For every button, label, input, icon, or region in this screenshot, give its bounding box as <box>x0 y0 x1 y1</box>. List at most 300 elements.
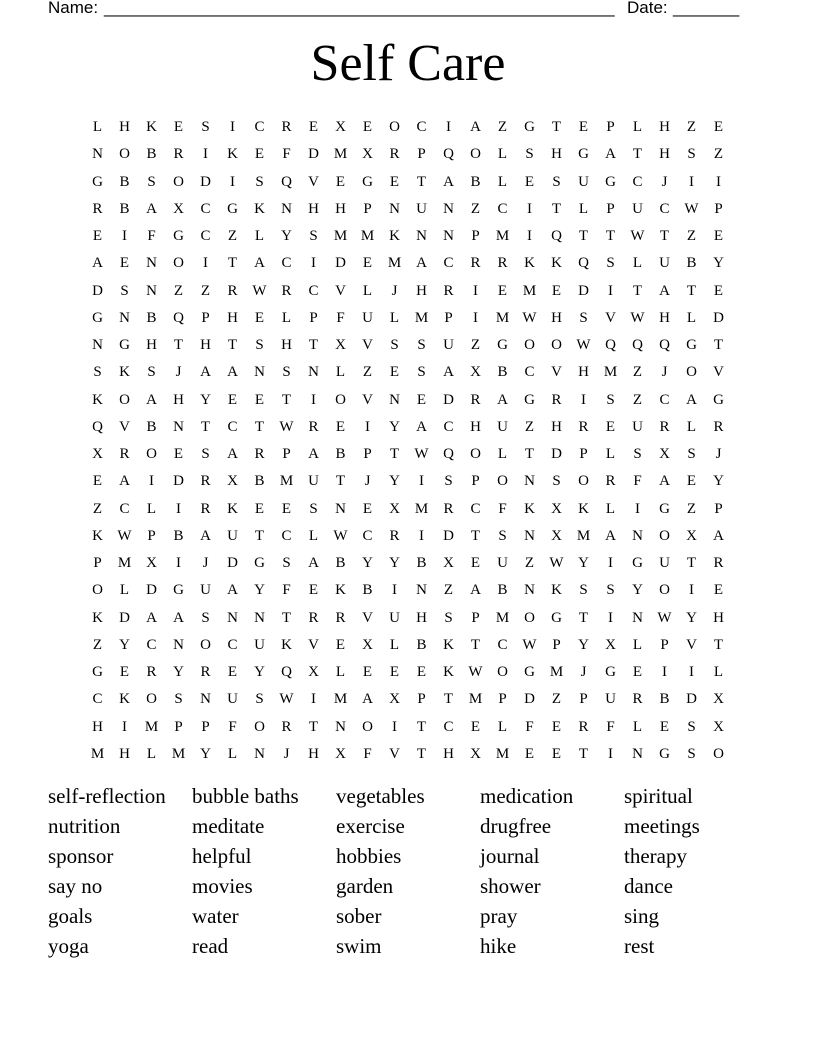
grid-letter: H <box>308 200 319 217</box>
grid-letter: F <box>147 228 156 245</box>
grid-letter: I <box>122 228 127 245</box>
grid-letter: S <box>147 364 156 381</box>
grid-letter: G <box>578 146 589 163</box>
grid-letter: H <box>308 745 319 762</box>
grid-letter: I <box>176 555 181 572</box>
grid-letter: P <box>444 309 453 326</box>
grid-letter: R <box>200 473 211 490</box>
grid-letter: Y <box>362 555 373 572</box>
grid-letter: Q <box>281 173 292 190</box>
grid-letter: T <box>605 228 616 245</box>
grid-letter: Z <box>551 691 562 708</box>
grid-letter: T <box>632 146 643 163</box>
grid-letter: C <box>200 228 211 245</box>
grid-letter: C <box>227 418 238 435</box>
grid-letter: Y <box>713 473 724 490</box>
grid-letter: A <box>362 691 373 708</box>
grid-letter: T <box>470 636 481 653</box>
grid-letter: C <box>659 200 670 217</box>
grid-letter: Y <box>200 391 211 408</box>
grid-letter: M <box>333 146 348 163</box>
grid-letter: G <box>254 555 265 572</box>
grid-letter: V <box>362 609 373 626</box>
grid-letter: O <box>713 745 724 762</box>
grid-letter: O <box>335 391 346 408</box>
grid-letter: H <box>551 309 562 326</box>
grid-letter: H <box>659 119 670 136</box>
grid-letter: T <box>578 228 589 245</box>
grid-letter: R <box>281 718 292 735</box>
grid-letter: T <box>632 282 643 299</box>
grid-letter: Z <box>443 582 454 599</box>
grid-letter: T <box>524 446 535 463</box>
grid-letter: C <box>497 636 508 653</box>
grid-letter: N <box>227 609 238 626</box>
grid-letter: A <box>200 527 211 544</box>
grid-letter: N <box>524 582 535 599</box>
grid-letter: S <box>606 582 615 599</box>
grid-letter: H <box>551 418 562 435</box>
grid-letter: L <box>686 309 697 326</box>
grid-letter: E <box>227 664 238 681</box>
grid-letter: B <box>686 255 697 272</box>
grid-letter: A <box>308 555 319 572</box>
grid-letter: R <box>443 282 454 299</box>
word-bank-item: hobbies <box>336 844 402 868</box>
grid-letter: D <box>443 391 454 408</box>
grid-letter: Z <box>686 500 697 517</box>
grid-letter: H <box>92 718 103 735</box>
grid-letter: H <box>119 119 130 136</box>
grid-letter: H <box>119 745 130 762</box>
grid-letter: C <box>524 364 535 381</box>
grid-letter: P <box>714 500 723 517</box>
grid-letter: T <box>416 745 427 762</box>
grid-letter: R <box>173 146 184 163</box>
grid-letter: P <box>363 200 372 217</box>
grid-letter: R <box>146 664 157 681</box>
grid-letter: M <box>522 282 537 299</box>
grid-letter: U <box>416 200 427 217</box>
grid-letter: X <box>443 555 454 572</box>
grid-letter: S <box>552 473 561 490</box>
grid-letter: T <box>308 718 319 735</box>
grid-letter: U <box>389 609 400 626</box>
grid-letter: N <box>335 718 346 735</box>
grid-letter: V <box>551 364 562 381</box>
word-bank-item: dance <box>624 874 673 898</box>
grid-letter: I <box>662 664 667 681</box>
grid-letter: E <box>713 119 724 136</box>
grid-letter: E <box>416 391 427 408</box>
grid-letter: X <box>470 745 481 762</box>
grid-letter: L <box>146 745 157 762</box>
grid-letter: L <box>632 255 643 272</box>
name-field-line[interactable]: ______________________________________________________ <box>104 0 615 17</box>
grid-letter: O <box>578 473 589 490</box>
grid-letter: H <box>443 745 454 762</box>
word-bank-item: therapy <box>624 844 687 868</box>
grid-letter: U <box>659 255 670 272</box>
grid-letter: E <box>335 173 346 190</box>
grid-letter: I <box>230 173 235 190</box>
grid-letter: Z <box>632 364 643 381</box>
grid-letter: R <box>119 446 130 463</box>
grid-letter: R <box>443 500 454 517</box>
grid-letter: A <box>659 473 670 490</box>
grid-letter: L <box>497 146 508 163</box>
grid-letter: C <box>632 173 643 190</box>
word-bank-item: drugfree <box>480 814 552 838</box>
grid-letter: I <box>419 473 424 490</box>
grid-letter: B <box>335 446 346 463</box>
grid-letter: T <box>254 527 265 544</box>
grid-letter: L <box>578 200 589 217</box>
date-field-line[interactable]: _______ <box>673 0 740 17</box>
grid-letter: U <box>254 636 265 653</box>
grid-letter: I <box>689 173 694 190</box>
grid-letter: R <box>281 119 292 136</box>
grid-letter: T <box>281 391 292 408</box>
grid-letter: A <box>416 418 427 435</box>
grid-letter: K <box>92 391 103 408</box>
grid-letter: Z <box>200 282 211 299</box>
name-label: Name: <box>48 0 99 17</box>
grid-letter: N <box>146 282 157 299</box>
grid-letter: Y <box>389 473 400 490</box>
grid-letter: Q <box>443 446 454 463</box>
grid-letter: E <box>551 745 562 762</box>
grid-letter: L <box>686 418 697 435</box>
grid-letter: Z <box>713 146 724 163</box>
grid-letter: P <box>579 691 588 708</box>
grid-letter: Z <box>497 119 508 136</box>
grid-letter: S <box>498 527 507 544</box>
grid-letter: U <box>362 309 373 326</box>
grid-letter: I <box>392 582 397 599</box>
grid-letter: M <box>279 473 294 490</box>
grid-letter: F <box>363 745 372 762</box>
grid-letter: S <box>606 391 615 408</box>
grid-letter: T <box>551 119 562 136</box>
grid-letter: O <box>146 691 157 708</box>
grid-letter: V <box>713 364 724 381</box>
grid-letter: N <box>146 255 157 272</box>
grid-letter: A <box>416 255 427 272</box>
grid-letter: S <box>687 146 696 163</box>
grid-letter: R <box>578 418 589 435</box>
grid-letter: M <box>495 309 510 326</box>
grid-letter: K <box>92 609 103 626</box>
grid-letter: I <box>311 691 316 708</box>
grid-letter: R <box>308 418 319 435</box>
grid-letter: S <box>687 446 696 463</box>
grid-letter: I <box>473 282 478 299</box>
grid-letter: E <box>92 228 103 245</box>
grid-letter: E <box>254 146 265 163</box>
grid-letter: R <box>497 255 508 272</box>
grid-letter: S <box>579 309 588 326</box>
grid-letter: L <box>632 636 643 653</box>
grid-letter: H <box>578 364 589 381</box>
grid-letter: T <box>470 527 481 544</box>
grid-letter: S <box>147 173 156 190</box>
grid-letter: E <box>578 119 589 136</box>
grid-letter: C <box>470 500 481 517</box>
grid-letter: I <box>203 146 208 163</box>
grid-letter: X <box>335 745 346 762</box>
grid-letter: P <box>282 446 291 463</box>
grid-letter: N <box>254 364 265 381</box>
grid-letter: S <box>417 337 426 354</box>
grid-letter: E <box>389 664 400 681</box>
grid-letter: R <box>713 555 724 572</box>
grid-letter: L <box>632 119 643 136</box>
grid-letter: C <box>443 718 454 735</box>
grid-letter: K <box>227 500 238 517</box>
grid-letter: V <box>335 282 346 299</box>
grid-letter: Y <box>632 582 643 599</box>
grid-letter: P <box>498 691 507 708</box>
grid-letter: E <box>92 473 103 490</box>
word-bank-item: meetings <box>624 814 700 838</box>
grid-letter: L <box>605 500 616 517</box>
grid-letter: S <box>390 337 399 354</box>
grid-letter: E <box>362 664 373 681</box>
grid-letter: T <box>686 282 697 299</box>
grid-letter: P <box>660 636 669 653</box>
grid-letter: L <box>713 664 724 681</box>
grid-letter: J <box>283 745 290 762</box>
grid-letter: X <box>551 527 562 544</box>
grid-letter: B <box>497 582 508 599</box>
grid-letter: C <box>443 418 454 435</box>
grid-letter: U <box>497 418 508 435</box>
grid-letter: E <box>173 446 184 463</box>
grid-letter: J <box>391 282 398 299</box>
grid-letter: G <box>227 200 238 217</box>
grid-letter: Z <box>92 636 103 653</box>
grid-letter: W <box>576 337 591 354</box>
grid-letter: E <box>254 391 265 408</box>
grid-letter: X <box>686 527 697 544</box>
grid-letter: U <box>443 337 454 354</box>
grid-letter: V <box>308 636 319 653</box>
grid-letter: P <box>93 555 102 572</box>
grid-letter: S <box>444 609 453 626</box>
grid-letter: S <box>525 146 534 163</box>
grid-letter: K <box>335 582 346 599</box>
grid-letter: C <box>659 391 670 408</box>
grid-letter: Q <box>578 255 589 272</box>
grid-letter: K <box>389 228 400 245</box>
word-bank <box>48 781 768 961</box>
grid-letter: P <box>417 691 426 708</box>
word-bank-item: yoga <box>48 934 89 958</box>
grid-letter: Z <box>362 364 373 381</box>
grid-letter: Y <box>578 555 589 572</box>
grid-letter: J <box>175 364 182 381</box>
grid-letter: M <box>495 609 510 626</box>
grid-letter: R <box>470 255 481 272</box>
grid-letter: M <box>387 255 402 272</box>
grid-letter: M <box>414 500 429 517</box>
grid-letter: S <box>417 364 426 381</box>
grid-letter: R <box>335 609 346 626</box>
grid-letter: R <box>713 418 724 435</box>
grid-letter: I <box>122 718 127 735</box>
grid-letter: A <box>92 255 103 272</box>
grid-letter: I <box>716 173 721 190</box>
grid-letter: D <box>119 609 130 626</box>
grid-letter: G <box>605 664 616 681</box>
grid-letter: E <box>551 282 562 299</box>
grid-letter: E <box>713 282 724 299</box>
grid-letter: L <box>308 527 319 544</box>
grid-letter: X <box>605 636 616 653</box>
grid-letter: I <box>608 555 613 572</box>
grid-letter: O <box>470 146 481 163</box>
grid-letter: X <box>470 364 481 381</box>
grid-letter: S <box>93 364 102 381</box>
grid-letter: R <box>308 609 319 626</box>
grid-letter: A <box>119 473 130 490</box>
grid-letter: S <box>552 173 561 190</box>
grid-letter: X <box>713 718 724 735</box>
grid-letter: R <box>659 418 670 435</box>
grid-letter: N <box>632 527 643 544</box>
word-bank-item: nutrition <box>48 814 121 838</box>
grid-letter: G <box>659 500 670 517</box>
grid-letter: G <box>605 173 616 190</box>
grid-letter: R <box>389 527 400 544</box>
grid-letter: M <box>603 364 618 381</box>
grid-letter: C <box>362 527 373 544</box>
grid-letter: I <box>527 228 532 245</box>
grid-letter: C <box>281 527 292 544</box>
grid-letter: D <box>524 691 535 708</box>
grid-letter: S <box>201 609 210 626</box>
grid-letter: I <box>392 718 397 735</box>
grid-letter: J <box>202 555 209 572</box>
grid-letter: P <box>417 146 426 163</box>
grid-letter: K <box>119 364 130 381</box>
grid-letter: L <box>254 228 265 245</box>
grid-letter: E <box>605 418 616 435</box>
grid-letter: O <box>524 337 535 354</box>
grid-letter: N <box>92 337 103 354</box>
grid-letter: S <box>444 473 453 490</box>
grid-letter: E <box>551 718 562 735</box>
grid-letter: D <box>686 691 697 708</box>
grid-letter: B <box>470 173 481 190</box>
grid-letter: A <box>146 609 157 626</box>
grid-letter: K <box>578 500 589 517</box>
grid-letter: Z <box>686 119 697 136</box>
grid-letter: X <box>659 446 670 463</box>
grid-letter: E <box>362 119 373 136</box>
grid-letter: G <box>362 173 373 190</box>
grid-letter: E <box>362 255 373 272</box>
grid-letter: H <box>173 391 184 408</box>
grid-letter: E <box>335 418 346 435</box>
grid-letter: K <box>524 255 535 272</box>
grid-letter: G <box>524 119 535 136</box>
grid-letter: M <box>360 228 375 245</box>
grid-letter: E <box>308 119 319 136</box>
grid-letter: D <box>308 146 319 163</box>
grid-letter: H <box>416 282 427 299</box>
grid-letter: C <box>416 119 427 136</box>
page-title: Self Care <box>310 35 506 92</box>
grid-letter: A <box>443 364 454 381</box>
grid-letter: D <box>335 255 346 272</box>
grid-letter: D <box>443 527 454 544</box>
grid-letter: R <box>578 718 589 735</box>
grid-letter: X <box>389 691 400 708</box>
grid-letter: T <box>416 173 427 190</box>
word-bank-item: sing <box>624 904 660 928</box>
grid-letter: X <box>335 119 346 136</box>
grid-letter: E <box>362 500 373 517</box>
grid-letter: X <box>713 691 724 708</box>
grid-letter: E <box>470 718 481 735</box>
grid-letter: L <box>362 282 373 299</box>
grid-letter: W <box>252 282 267 299</box>
grid-letter: A <box>605 527 616 544</box>
word-bank-item: hike <box>480 934 517 958</box>
grid-letter: Q <box>551 228 562 245</box>
grid-letter: O <box>254 718 265 735</box>
grid-letter: L <box>497 718 508 735</box>
grid-letter: J <box>580 664 587 681</box>
grid-letter: V <box>686 636 697 653</box>
grid-letter: Q <box>632 337 643 354</box>
grid-letter: R <box>200 664 211 681</box>
grid-letter: R <box>605 473 616 490</box>
word-bank-item: meditate <box>192 814 265 838</box>
grid-letter: U <box>308 473 319 490</box>
grid-letter: X <box>146 555 157 572</box>
grid-letter: F <box>498 500 507 517</box>
grid-letter: H <box>659 309 670 326</box>
grid-letter: T <box>308 337 319 354</box>
grid-letter: G <box>713 391 724 408</box>
grid-letter: L <box>632 718 643 735</box>
grid-letter: O <box>659 582 670 599</box>
grid-letter: H <box>227 309 238 326</box>
grid-letter: T <box>227 337 238 354</box>
grid-letter: R <box>632 691 643 708</box>
grid-letter: I <box>446 119 451 136</box>
grid-letter: I <box>689 664 694 681</box>
grid-letter: M <box>117 555 132 572</box>
word-bank-item: vegetables <box>336 784 425 808</box>
grid-letter: K <box>281 636 292 653</box>
grid-letter: Q <box>605 337 616 354</box>
grid-letter: K <box>524 500 535 517</box>
grid-letter: V <box>308 173 319 190</box>
grid-letter: G <box>524 391 535 408</box>
grid-letter: N <box>524 527 535 544</box>
grid-letter: S <box>579 582 588 599</box>
grid-letter: E <box>416 664 427 681</box>
grid-letter: H <box>281 337 292 354</box>
grid-letter: F <box>282 582 291 599</box>
grid-letter: L <box>281 309 292 326</box>
grid-letter: R <box>470 391 481 408</box>
grid-letter: N <box>443 228 454 245</box>
